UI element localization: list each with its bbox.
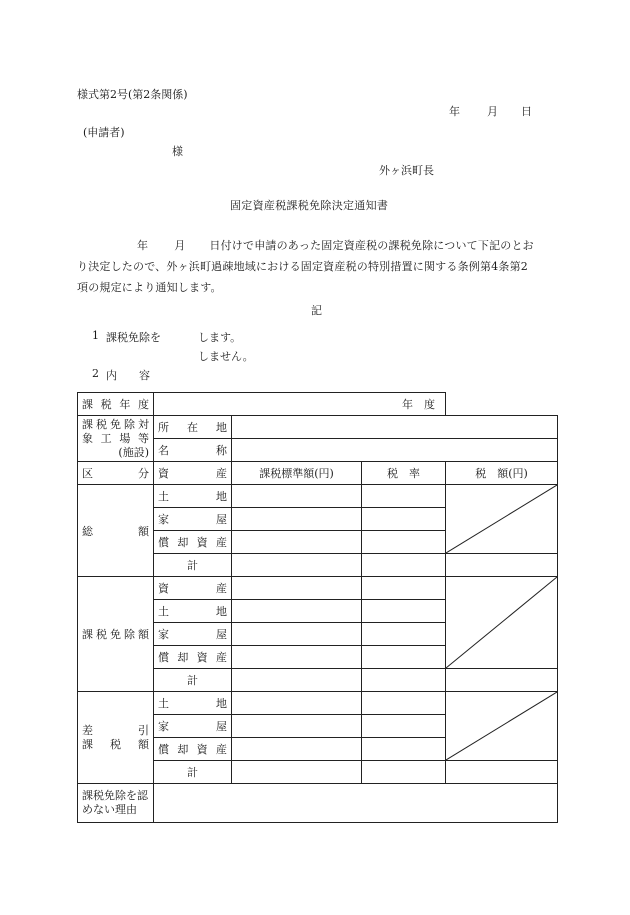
body-year: 年 bbox=[137, 239, 149, 252]
item1-number: 1 bbox=[92, 329, 99, 342]
cell bbox=[232, 738, 362, 761]
diagonal-line bbox=[446, 692, 557, 760]
diagonal-line bbox=[446, 577, 557, 668]
asset-header: 資産 bbox=[154, 462, 232, 485]
tax-rate-header: 税 率 bbox=[362, 462, 446, 485]
cell bbox=[232, 508, 362, 531]
cell bbox=[232, 623, 362, 646]
row-land-label: 土地 bbox=[154, 692, 232, 715]
diagonal-strike bbox=[446, 485, 557, 553]
table-row bbox=[78, 577, 558, 600]
cell bbox=[362, 738, 446, 761]
name-value bbox=[232, 439, 558, 462]
tax-year-label: 課税年度 bbox=[78, 393, 154, 416]
cell bbox=[362, 715, 446, 738]
facility-label bbox=[78, 416, 154, 462]
diagonal-cell bbox=[446, 485, 558, 554]
row-depreciable-label: 償却資産 bbox=[154, 531, 232, 554]
cell bbox=[232, 577, 362, 600]
cell bbox=[362, 761, 446, 784]
cell bbox=[446, 761, 558, 784]
reason-value bbox=[154, 784, 558, 823]
tax-amount-header: 税 額(円) bbox=[446, 462, 558, 485]
applicant-label: (申請者) bbox=[83, 126, 125, 139]
name-label: 名称 bbox=[154, 439, 232, 462]
diagonal-line bbox=[446, 485, 557, 553]
table-corner-blank bbox=[446, 393, 558, 416]
date-month: 月 bbox=[487, 105, 498, 118]
date-day: 日 bbox=[521, 105, 532, 118]
cell bbox=[232, 646, 362, 669]
cell bbox=[362, 623, 446, 646]
body-line1: 日付けで申請のあった固定資産税の課税免除について下記のとお bbox=[209, 239, 534, 252]
group-net-line1: 差引 bbox=[82, 723, 149, 737]
cell bbox=[232, 554, 362, 577]
diagonal-strike bbox=[446, 577, 557, 668]
row-asset-label: 資産 bbox=[154, 577, 232, 600]
body-month: 月 bbox=[174, 239, 186, 252]
cell bbox=[362, 669, 446, 692]
table-header-row bbox=[78, 462, 558, 485]
row-sum-label: 計 bbox=[154, 554, 232, 577]
group-net-line2: 課税額 bbox=[82, 737, 149, 751]
cell bbox=[362, 646, 446, 669]
row-depreciable-label: 償却資産 bbox=[154, 646, 232, 669]
tax-year-value: 年 度 bbox=[154, 393, 446, 416]
cell bbox=[232, 669, 362, 692]
ki-label: 記 bbox=[311, 304, 322, 317]
facility-label-line2: 象工場等 bbox=[82, 431, 149, 445]
reason-label: 課税免除を認めない理由 bbox=[78, 784, 154, 823]
row-sum-label: 計 bbox=[154, 761, 232, 784]
cell bbox=[232, 692, 362, 715]
form-number: 様式第2号(第2条関係) bbox=[77, 88, 188, 101]
cell bbox=[362, 577, 446, 600]
issuer: 外ヶ浜町長 bbox=[379, 164, 434, 177]
item1-option-do: します。 bbox=[198, 331, 242, 344]
row-sum-label: 計 bbox=[154, 669, 232, 692]
row-house-label: 家屋 bbox=[154, 623, 232, 646]
cell bbox=[362, 508, 446, 531]
location-value bbox=[232, 416, 558, 439]
section-header: 区分 bbox=[78, 462, 154, 485]
row-land-label: 土地 bbox=[154, 485, 232, 508]
group-net bbox=[78, 692, 154, 784]
cell bbox=[232, 531, 362, 554]
diagonal-cell bbox=[446, 577, 558, 669]
cell bbox=[446, 554, 558, 577]
cell bbox=[362, 485, 446, 508]
body-line2: り決定したので、外ヶ浜町過疎地域における固定資産税の特別措置に関する条例第4条第2 bbox=[77, 260, 528, 273]
body-line3: 項の規定により通知します。 bbox=[77, 281, 222, 294]
item1-label: 課税免除を bbox=[106, 331, 161, 344]
cell bbox=[362, 692, 446, 715]
cell bbox=[232, 715, 362, 738]
exemption-table bbox=[77, 392, 558, 823]
body-paragraph bbox=[77, 235, 557, 298]
standard-amount-header: 課税標準額(円) bbox=[232, 462, 362, 485]
table-row bbox=[78, 784, 558, 823]
cell bbox=[446, 669, 558, 692]
honorific: 様 bbox=[172, 145, 183, 158]
table-row bbox=[78, 485, 558, 508]
row-depreciable-label: 償却資産 bbox=[154, 738, 232, 761]
cell bbox=[232, 485, 362, 508]
row-house-label: 家屋 bbox=[154, 715, 232, 738]
cell bbox=[362, 531, 446, 554]
group-total: 総額 bbox=[78, 485, 154, 577]
diagonal-cell bbox=[446, 692, 558, 761]
item1-option-donot: しません。 bbox=[198, 350, 254, 363]
facility-label-line3: (施設) bbox=[118, 445, 149, 459]
cell bbox=[362, 600, 446, 623]
location-label: 所在地 bbox=[154, 416, 232, 439]
item2-label: 内 容 bbox=[106, 369, 150, 382]
item2-number: 2 bbox=[92, 367, 99, 380]
document-title: 固定資産税課税免除決定通知書 bbox=[230, 199, 389, 212]
row-house-label: 家屋 bbox=[154, 508, 232, 531]
group-exemption: 課税免除額 bbox=[78, 577, 154, 692]
cell bbox=[232, 761, 362, 784]
table-row bbox=[78, 692, 558, 715]
facility-label-line1: 課税免除対 bbox=[82, 417, 149, 431]
table-row bbox=[78, 416, 558, 439]
diagonal-strike bbox=[446, 692, 557, 760]
cell bbox=[232, 600, 362, 623]
row-land-label: 土地 bbox=[154, 600, 232, 623]
date-year: 年 bbox=[449, 105, 460, 118]
cell bbox=[362, 554, 446, 577]
table-row bbox=[78, 393, 558, 416]
